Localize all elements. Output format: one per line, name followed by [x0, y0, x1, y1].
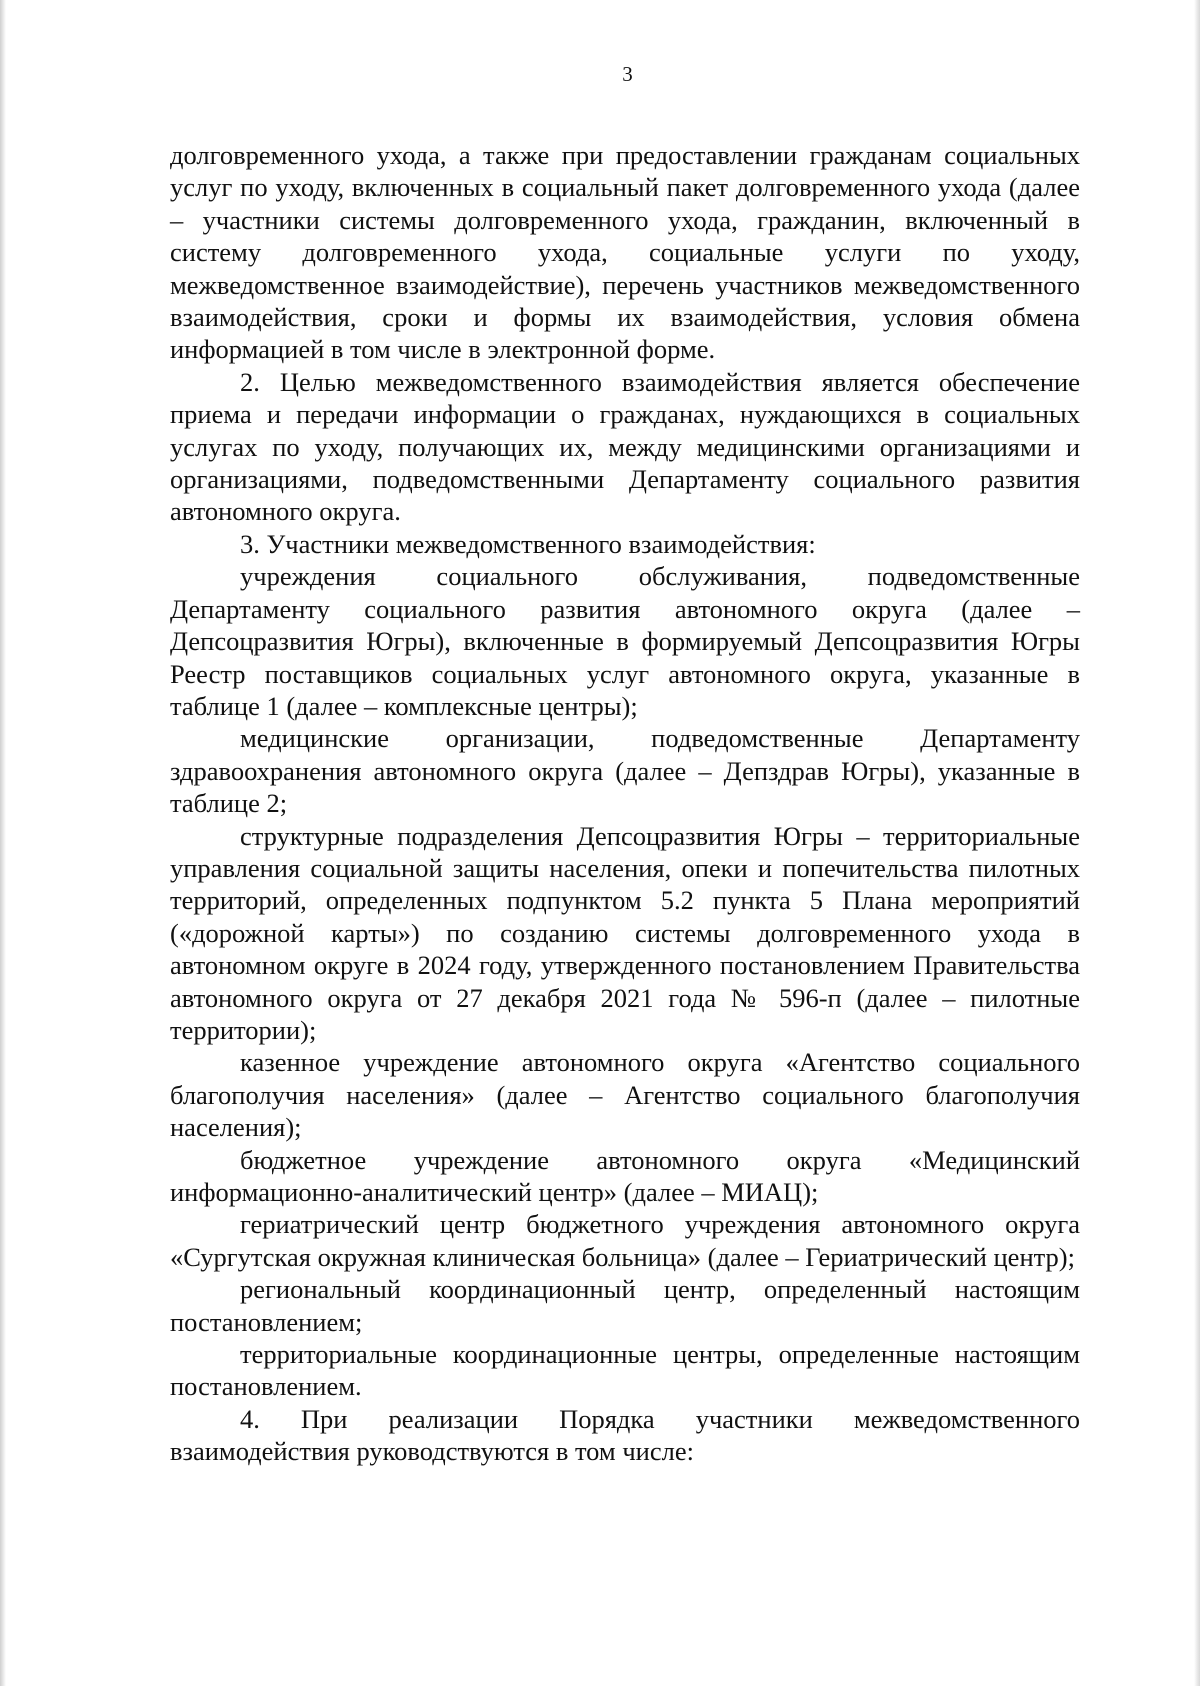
participant-territorial-centers: территориальные координационные центры, определенные настоящим постановлением. [170, 1339, 1080, 1402]
participant-medical-organizations: медицинские организации, подведомственные Департаменту здравоохранения автономного округа (далее – Депздрав Югры), указанные в таблице 2; [170, 723, 1080, 819]
paragraph-item-4: 4. При реализации Порядка участники межведомственного взаимодействия руководствуются в том числе: [170, 1403, 1080, 1467]
page-number: 3 [622, 62, 633, 86]
paragraph-item-2: 2. Целью межведомственного взаимодействия является обеспечение приема и передачи информации о гражданах, нуждающихся в социальных услугах по уходу, получающих их, между медицинскими организациями и организациями, подведомственными Департаменту социального развития автономного округа. [170, 366, 1080, 527]
scan-edge-left [0, 0, 6, 1686]
participant-welfare-agency: казенное учреждение автономного округа «Агентство социального благополучия населения» (далее – Агентство социального благополучия населения); [170, 1047, 1080, 1143]
document-body [170, 139, 1080, 1468]
paragraph-continuation: долговременного ухода, а также при предоставлении гражданам социальных услуг по уходу, включенных в социальный пакет долговременного ухода (далее – участники системы долговременного ухода, гражданин, включенный в систему долговременного ухода, социальные услуги по уходу, межведомственное взаимодействие), перечень участников межведомственного взаимодействия, сроки и формы их взаимодействия, условия обмена информацией в том числе в электронной форме. [170, 140, 1080, 365]
participant-structural-divisions: структурные подразделения Депсоцразвития Югры – территориальные управления социальной защиты населения, опеки и попечительства пилотных территорий, определенных подпунктом 5.2 пункта 5 Плана мероприятий («дорожной карты») по созданию системы долговременного ухода в автономном округе в 2024 году, утвержденного постановлением Правительства автономного округа от 27 декабря 2021 года № 596-п (далее – пилотные территории); [170, 820, 1080, 1045]
participant-geriatric-center: гериатрический центр бюджетного учреждения автономного округа «Сургутская окружная клиническая больница» (далее – Гериатрический центр); [170, 1209, 1080, 1272]
participant-miac: бюджетное учреждение автономного округа «Медицинский информационно-аналитический центр» (далее – МИАЦ); [170, 1144, 1080, 1207]
participant-regional-center: региональный координационный центр, определенный настоящим постановлением; [170, 1274, 1080, 1337]
paragraph-item-3: 3. Участники межведомственного взаимодействия: [240, 528, 816, 559]
scan-edge-right [1194, 0, 1200, 1686]
participant-social-institutions: учреждения социального обслуживания, подведомственные Департаменту социального развития автономного округа (далее – Депсоцразвития Югры), включенные в формируемый Депсоцразвития Югры Реестр поставщиков социальных услуг автономного округа, указанные в таблице 1 (далее – комплексные центры); [170, 561, 1080, 721]
